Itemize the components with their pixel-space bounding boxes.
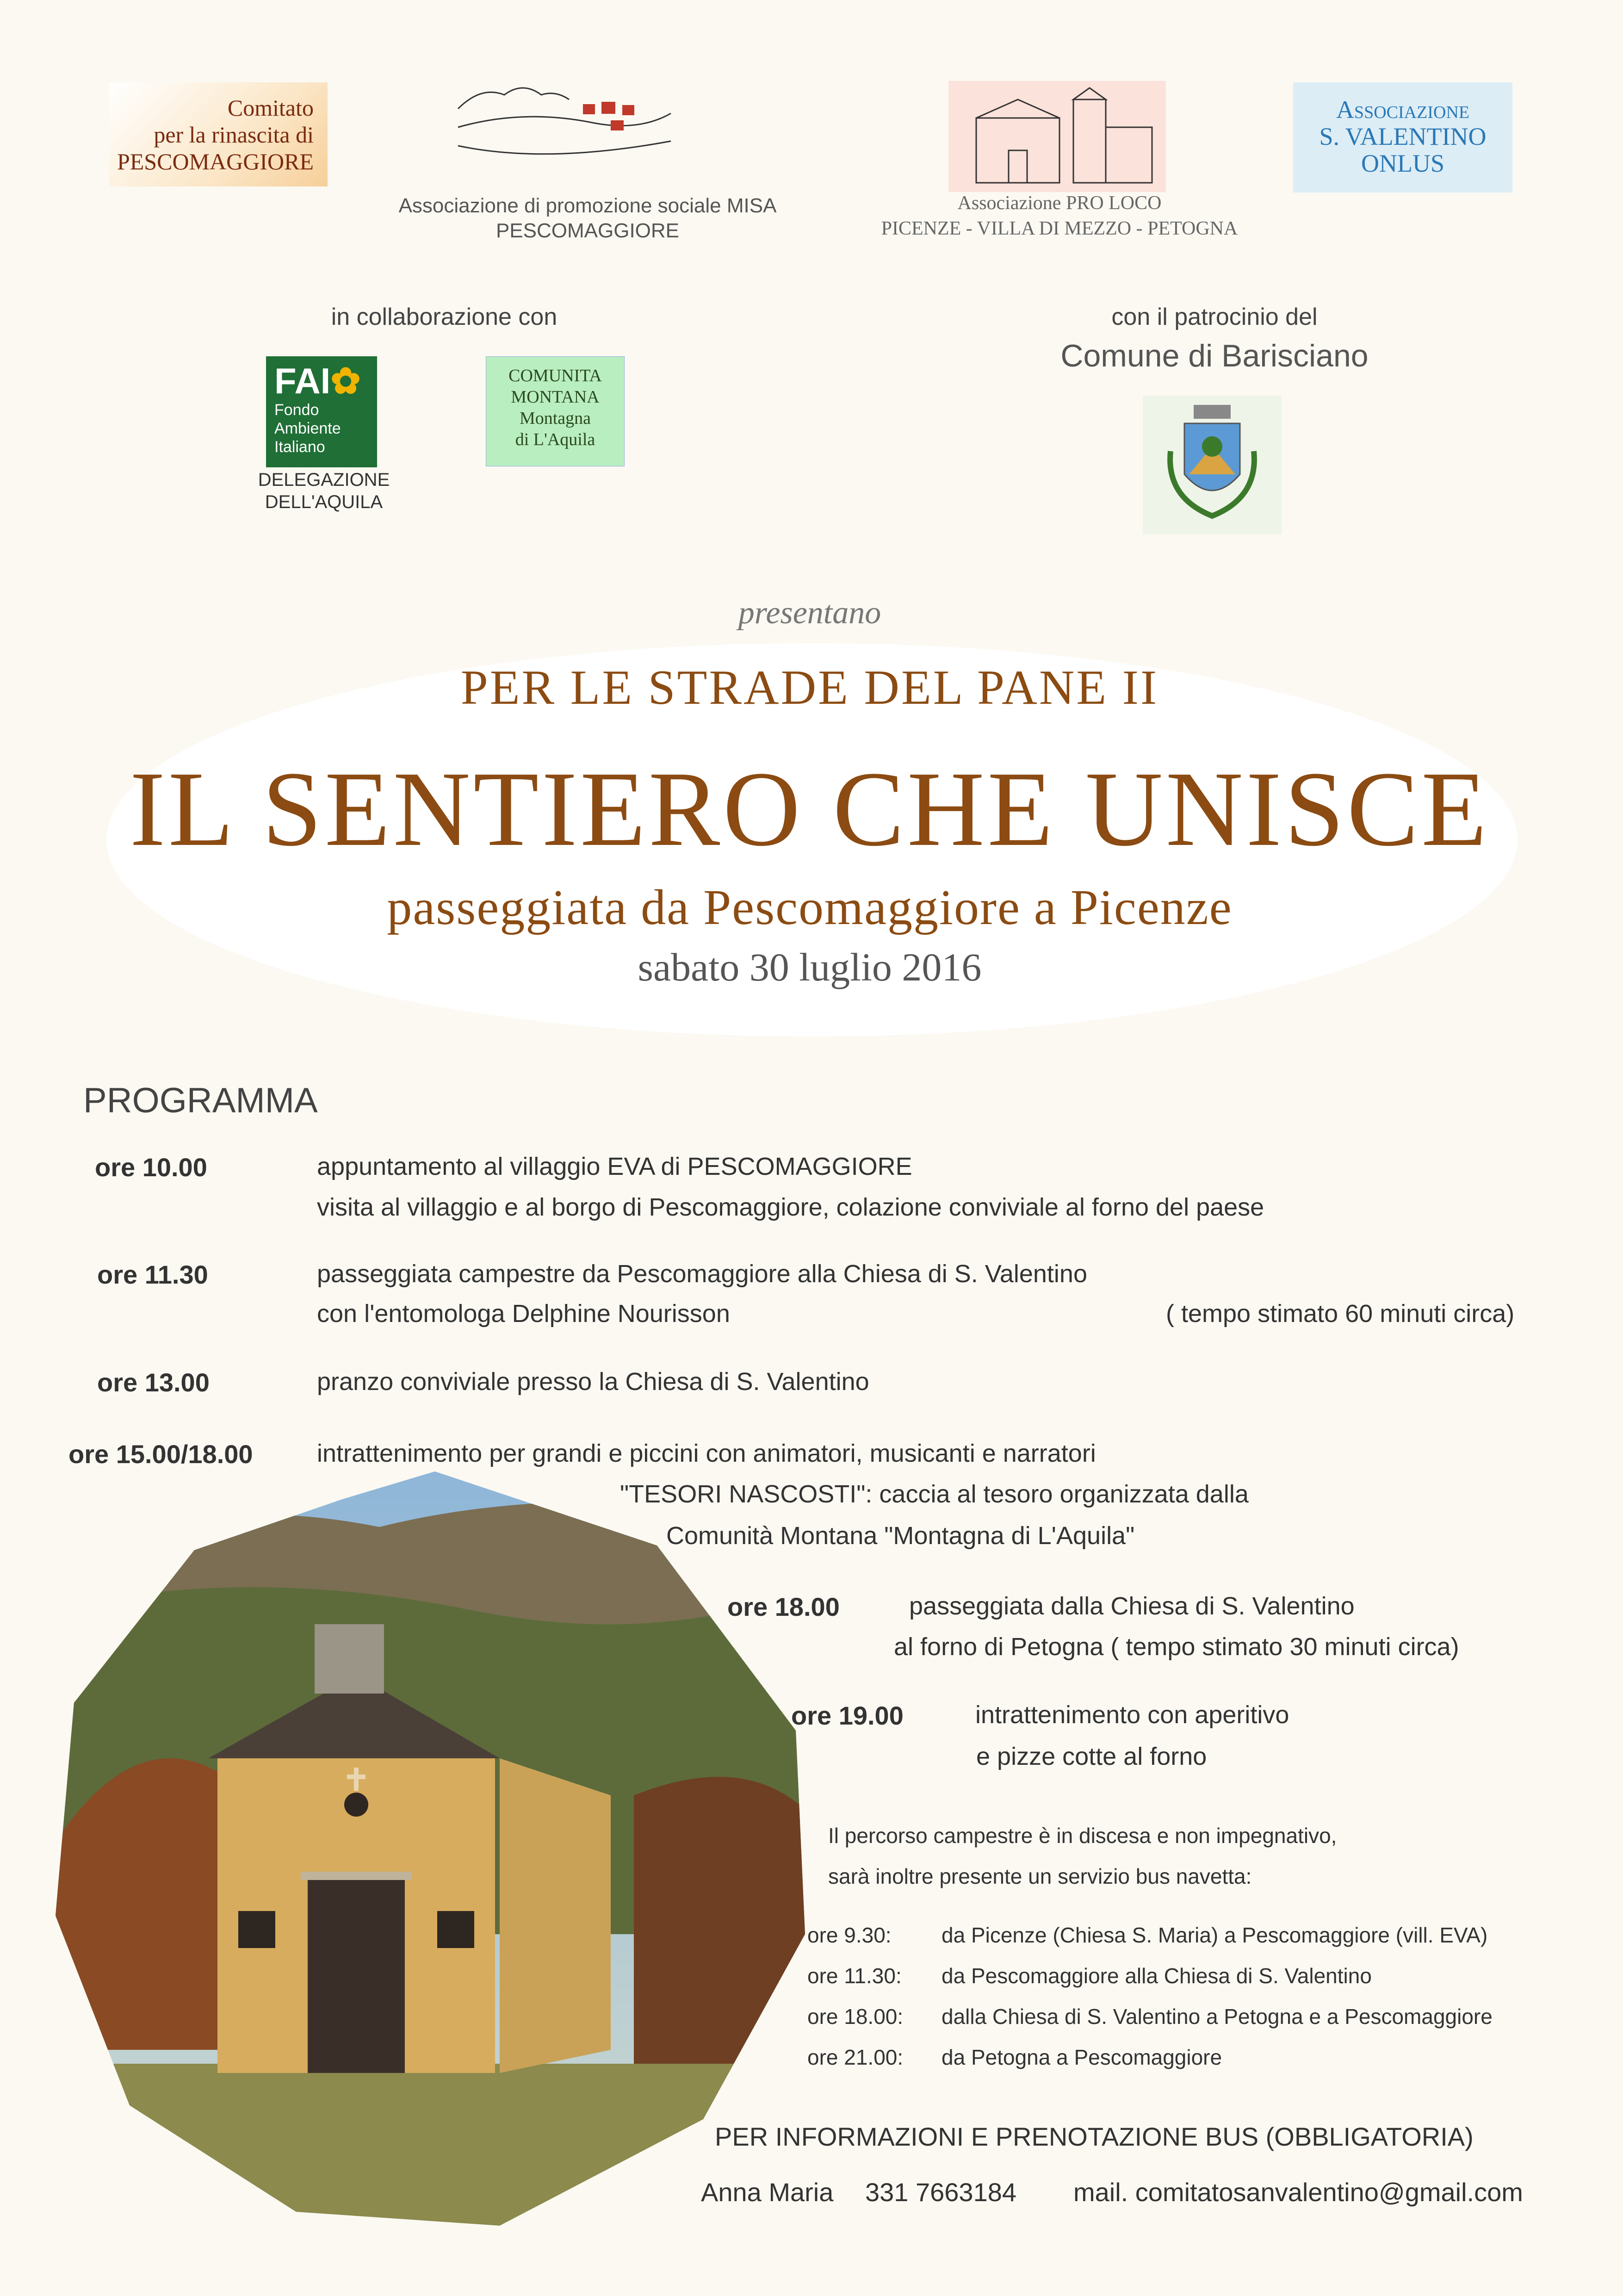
programme-text-1b: visita al villaggio e al borgo di Pescomaggiore, colazione conviviale al forno del paese [317, 1193, 1264, 1221]
programme-heading: PROGRAMMA [83, 1081, 318, 1120]
proloco-caption-2: PICENZE - VILLA DI MEZZO - PETOGNA [881, 218, 1238, 239]
contact-email: mail. comitatosanvalentino@gmail.com [1073, 2178, 1523, 2207]
fai-caption-1: DELEGAZIONE [258, 470, 390, 490]
cm-line2: MONTANA [511, 387, 600, 407]
programme-text-4c: Comunità Montana "Montagna di L'Aquila" [666, 1522, 1135, 1550]
programme-time-4: ore 15.00/18.00 [68, 1440, 253, 1469]
programme-text-5a: passeggiata dalla Chiesa di S. Valentino [909, 1592, 1355, 1620]
programme-note-2: ( tempo stimato 60 minuti circa) [1166, 1300, 1515, 1328]
programme-text-1a: appuntamento al villaggio EVA di PESCOMAGGIORE [317, 1153, 912, 1180]
bus-time-2: ore 11.30: [807, 1964, 902, 1988]
cm-line3: Montagna [519, 409, 591, 428]
proloco-caption-1: Associazione PRO LOCO [957, 192, 1162, 214]
san-valentino-logo [1293, 82, 1512, 192]
fai-line3: Italiano [274, 438, 325, 456]
comitato-logo [109, 82, 328, 186]
fai-line1: Fondo [274, 401, 319, 419]
comitato-line3: PESCOMAGGIORE [117, 149, 314, 174]
event-series-title: PER LE STRADE DEL PANE II [460, 660, 1159, 714]
programme-time-1: ore 10.00 [95, 1153, 207, 1182]
cm-line1: COMUNITA [508, 366, 602, 385]
sval-line3: ONLUS [1361, 149, 1444, 177]
cm-line4: di L'Aquila [515, 430, 595, 449]
contact-name: Anna Maria [701, 2178, 834, 2207]
programme-text-4b: "TESORI NASCOSTI": caccia al tesoro organizzata dalla [620, 1480, 1249, 1508]
bus-intro-2: sarà inoltre presente un servizio bus navetta: [828, 1864, 1252, 1888]
bus-route-1: da Picenze (Chiesa S. Maria) a Pescomaggiore (vill. EVA) [942, 1923, 1488, 1947]
programme-time-5: ore 18.00 [727, 1592, 840, 1621]
programme-text-3a: pranzo conviviale presso la Chiesa di S. Valentino [317, 1368, 869, 1396]
fai-line2: Ambiente [274, 420, 341, 437]
misa-caption-2: PESCOMAGGIORE [496, 219, 680, 242]
bus-time-4: ore 21.00: [807, 2045, 904, 2069]
programme-text-4a: intrattenimento per grandi e piccini con animatori, musicanti e narratori [317, 1440, 1096, 1467]
programme-text-2b: con l'entomologa Delphine Nourisson [317, 1300, 730, 1328]
contact-heading: PER INFORMAZIONI E PRENOTAZIONE BUS (OBBLIGATORIA) [715, 2122, 1474, 2151]
misa-caption-1: Associazione di promozione sociale MISA [398, 194, 777, 217]
event-main-title: IL SENTIERO CHE UNISCE [130, 750, 1490, 869]
comunita-montana-logo [486, 356, 625, 466]
event-date: sabato 30 luglio 2016 [638, 945, 982, 989]
programme-time-3: ore 13.00 [97, 1368, 210, 1397]
sval-line2: S. VALENTINO [1319, 123, 1487, 150]
programme-text-5b: al forno di Petogna ( tempo stimato 30 minuti circa) [894, 1633, 1459, 1661]
fai-title: FAI✿ [274, 360, 361, 401]
misa-landscape-logo [453, 76, 675, 169]
sval-line1: Associazione [1336, 96, 1470, 124]
comitato-line1: Comitato [227, 95, 314, 121]
presentano-label: presentano [738, 595, 881, 631]
bus-time-3: ore 18.00: [807, 2004, 904, 2029]
municipal-crest-icon [1143, 396, 1282, 534]
church-drawing-logo [948, 81, 1166, 192]
chapel-photo [56, 1471, 814, 2230]
patronage-entity: Comune di Barisciano [1060, 338, 1369, 373]
comitato-line2: per la rinascita di [154, 122, 314, 148]
bus-route-3: dalla Chiesa di S. Valentino a Petogna e a Pescomaggiore [942, 2004, 1493, 2029]
bus-intro-1: Il percorso campestre è in discesa e non impegnativo, [828, 1824, 1337, 1848]
collaboration-label: in collaborazione con [331, 304, 558, 330]
bus-route-4: da Petogna a Pescomaggiore [942, 2045, 1222, 2069]
fai-flower-icon: ✿ [330, 360, 361, 401]
walk-description: passeggiata da Pescomaggiore a Picenze [387, 880, 1233, 935]
patronage-label: con il patrocinio del [1111, 304, 1318, 330]
bus-route-2: da Pescomaggiore alla Chiesa di S. Valentino [942, 1964, 1372, 1988]
fai-caption-2: DELL'AQUILA [265, 492, 383, 512]
programme-text-6b: e pizze cotte al forno [976, 1743, 1207, 1770]
contact-phone: 331 7663184 [865, 2178, 1017, 2207]
programme-text-6a: intrattenimento con aperitivo [975, 1701, 1289, 1729]
programme-time-2: ore 11.30 [97, 1260, 208, 1289]
bus-time-1: ore 9.30: [807, 1923, 892, 1947]
fai-logo [266, 356, 377, 467]
programme-time-6: ore 19.00 [791, 1701, 904, 1730]
programme-text-2a: passeggiata campestre da Pescomaggiore alla Chiesa di S. Valentino [317, 1260, 1087, 1288]
